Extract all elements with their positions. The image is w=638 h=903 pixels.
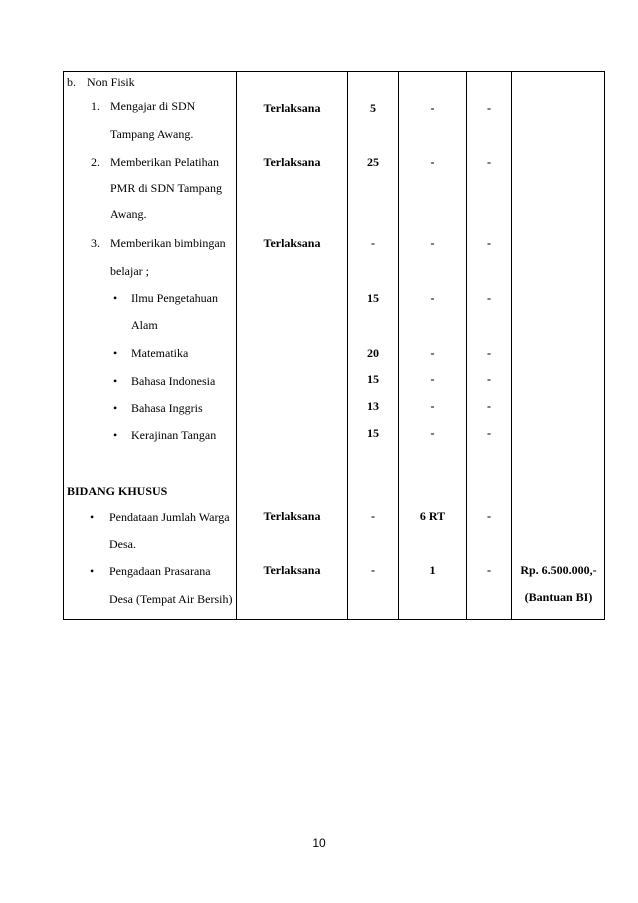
khusus-item-text: Pendataan Jumlah Warga	[109, 510, 230, 524]
bullet-icon: •	[113, 428, 118, 442]
subject-text: Matematika	[131, 346, 189, 360]
status-cell: Terlaksana	[263, 563, 321, 577]
subject-text: Bahasa Indonesia	[131, 374, 216, 388]
subject-text: Ilmu Pengetahuan	[131, 291, 218, 305]
value-cell: -	[430, 236, 435, 250]
value-cell: -	[487, 509, 491, 523]
item-text: Memberikan Pelatihan	[110, 155, 219, 169]
item-text: Tampang Awang.	[110, 127, 194, 141]
bullet-icon: •	[90, 564, 95, 578]
value-cell: -	[430, 372, 435, 386]
value-cell: -	[487, 101, 491, 115]
value-cell: 25	[367, 155, 379, 169]
page-number: 10	[312, 836, 326, 850]
bullet-icon: •	[113, 291, 118, 305]
value-cell: -	[371, 563, 375, 577]
item-number: 3.	[91, 236, 100, 250]
section-title: Non Fisik	[87, 75, 135, 89]
item-text: PMR di SDN Tampang	[110, 181, 222, 195]
value-cell: 13	[367, 399, 379, 413]
value-cell: -	[430, 155, 435, 169]
khusus-item-text: Pengadaan Prasarana	[109, 564, 211, 578]
value-cell: -	[430, 426, 435, 440]
bullet-icon: •	[113, 346, 118, 360]
value-cell: -	[371, 509, 375, 523]
subject-text: Alam	[131, 318, 158, 332]
value-cell: 20	[367, 346, 379, 360]
bidang-khusus-heading: BIDANG KHUSUS	[67, 484, 168, 498]
status-cell: Terlaksana	[263, 236, 321, 250]
value-cell: 15	[367, 372, 379, 386]
column-divider	[236, 71, 237, 620]
khusus-item-text: Desa.	[109, 537, 136, 551]
value-cell: -	[487, 399, 491, 413]
item-number: 2.	[91, 155, 100, 169]
section-letter: b.	[67, 75, 76, 89]
value-cell: -	[430, 291, 435, 305]
value-cell: -	[430, 399, 435, 413]
value-cell: 1	[429, 563, 436, 577]
value-cell: 15	[367, 291, 379, 305]
value-cell: 5	[370, 101, 376, 115]
bullet-icon: •	[113, 374, 118, 388]
item-text: Mengajar di SDN	[110, 99, 196, 113]
value-cell: -	[487, 426, 491, 440]
value-cell: 15	[367, 426, 379, 440]
khusus-item-text: Desa (Tempat Air Bersih)	[109, 592, 233, 606]
value-cell: -	[487, 291, 491, 305]
bullet-icon: •	[113, 401, 118, 415]
value-cell: -	[371, 236, 375, 250]
item-text: Memberikan bimbingan	[110, 236, 226, 250]
value-cell: -	[487, 372, 491, 386]
subject-text: Bahasa Inggris	[131, 401, 203, 415]
subject-text: Kerajinan Tangan	[131, 428, 217, 442]
cost-note: (Bantuan BI)	[524, 590, 593, 604]
value-cell: 6 RT	[419, 509, 446, 523]
value-cell: -	[487, 346, 491, 360]
value-cell: -	[430, 346, 435, 360]
item-number: 1.	[91, 99, 100, 113]
bullet-icon: •	[90, 510, 95, 524]
cost-amount: Rp. 6.500.000,-	[520, 563, 597, 577]
value-cell: -	[487, 236, 491, 250]
status-cell: Terlaksana	[263, 509, 321, 523]
item-text: Awang.	[110, 207, 147, 221]
value-cell: -	[430, 101, 435, 115]
item-text: belajar ;	[110, 264, 149, 278]
column-divider	[511, 71, 512, 620]
value-cell: -	[487, 563, 491, 577]
status-cell: Terlaksana	[263, 155, 321, 169]
status-cell: Terlaksana	[263, 101, 321, 115]
value-cell: -	[487, 155, 491, 169]
